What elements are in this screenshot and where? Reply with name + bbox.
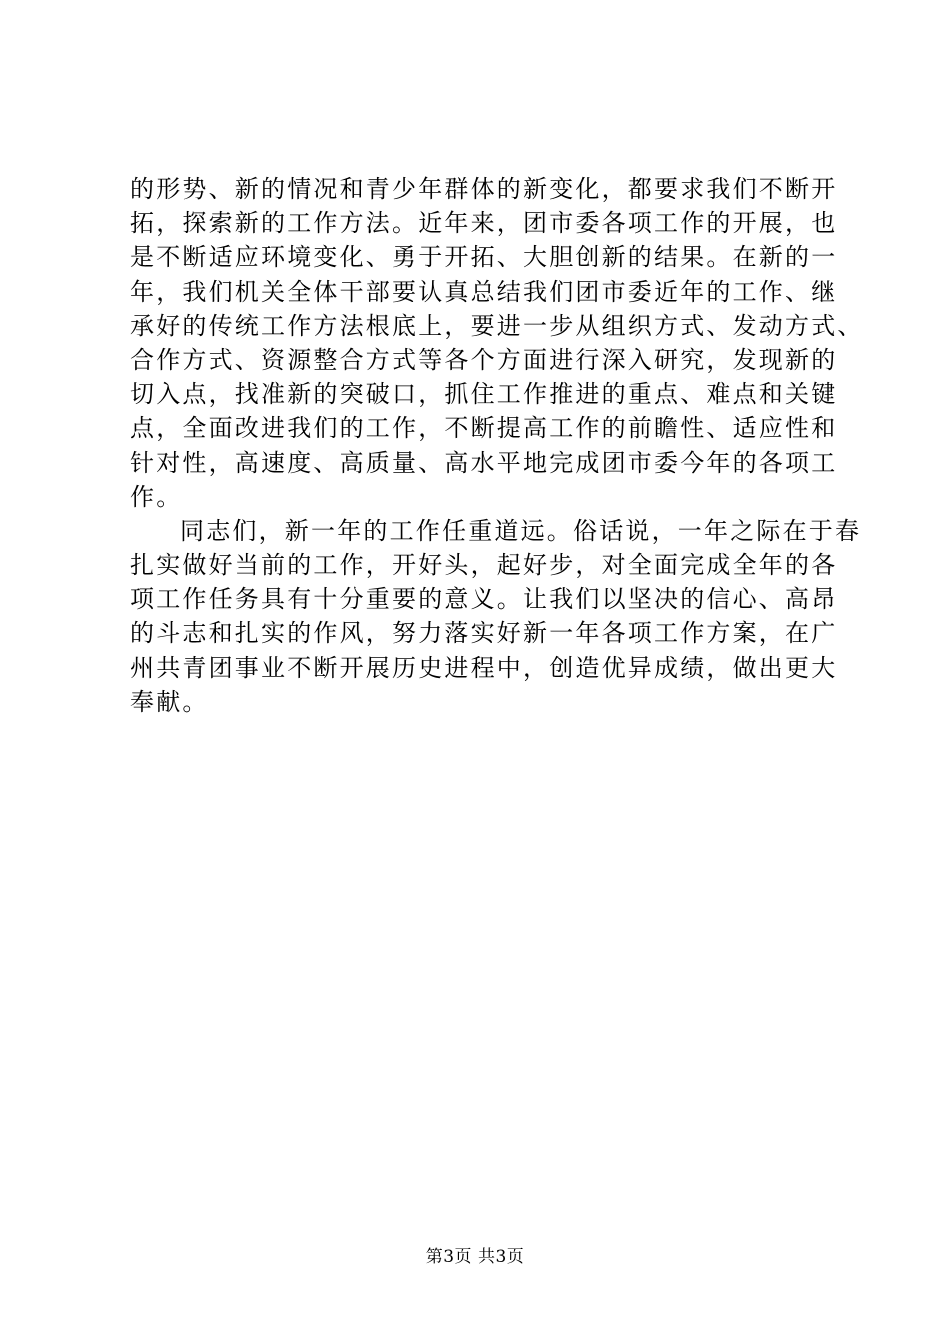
text-line: 扎实做好当前的工作，开好头，起好步，对全面完成全年的各 (130, 551, 838, 580)
text-line: 的形势、新的情况和青少年群体的新变化，都要求我们不断开 (130, 175, 838, 203)
text-line: 同志们，新一年的工作任重道远。俗话说，一年之际在于春 (180, 516, 862, 545)
page-footer: 第3页 共3页 (425, 1247, 525, 1267)
document-body (130, 172, 864, 719)
text-line: 点，全面改进我们的工作，不断提高工作的前瞻性、适应性和 (130, 414, 838, 443)
text-line: 承好的传统工作方法根底上，要进一步从组织方式、发动方式、 (130, 311, 864, 340)
text-line: 作。 (130, 482, 183, 511)
text-line: 项工作任务具有十分重要的意义。让我们以坚决的信心、高昂 (130, 585, 838, 614)
text-line: 是不断适应环境变化、勇于开拓、大胆创新的结果。在新的一 (130, 243, 838, 272)
text-line: 州共青团事业不断开展历史进程中，创造优异成绩，做出更大 (130, 653, 838, 682)
text-line: 的斗志和扎实的作风，努力落实好新一年各项工作方案，在广 (130, 619, 838, 648)
paragraph-2 (130, 514, 862, 719)
text-line: 合作方式、资源整合方式等各个方面进行深入研究，发现新的 (130, 345, 838, 374)
text-line: 奉献。 (130, 687, 209, 716)
text-line: 针对性，高速度、高质量、高水平地完成团市委今年的各项工 (130, 448, 838, 477)
text-line: 拓，探索新的工作方法。近年来，团市委各项工作的开展，也 (130, 209, 838, 238)
text-line: 年，我们机关全体干部要认真总结我们团市委近年的工作、继 (130, 277, 838, 306)
text-line: 切入点，找准新的突破口，抓住工作推进的重点、难点和关键 (130, 380, 838, 409)
paragraph-1 (130, 172, 864, 514)
